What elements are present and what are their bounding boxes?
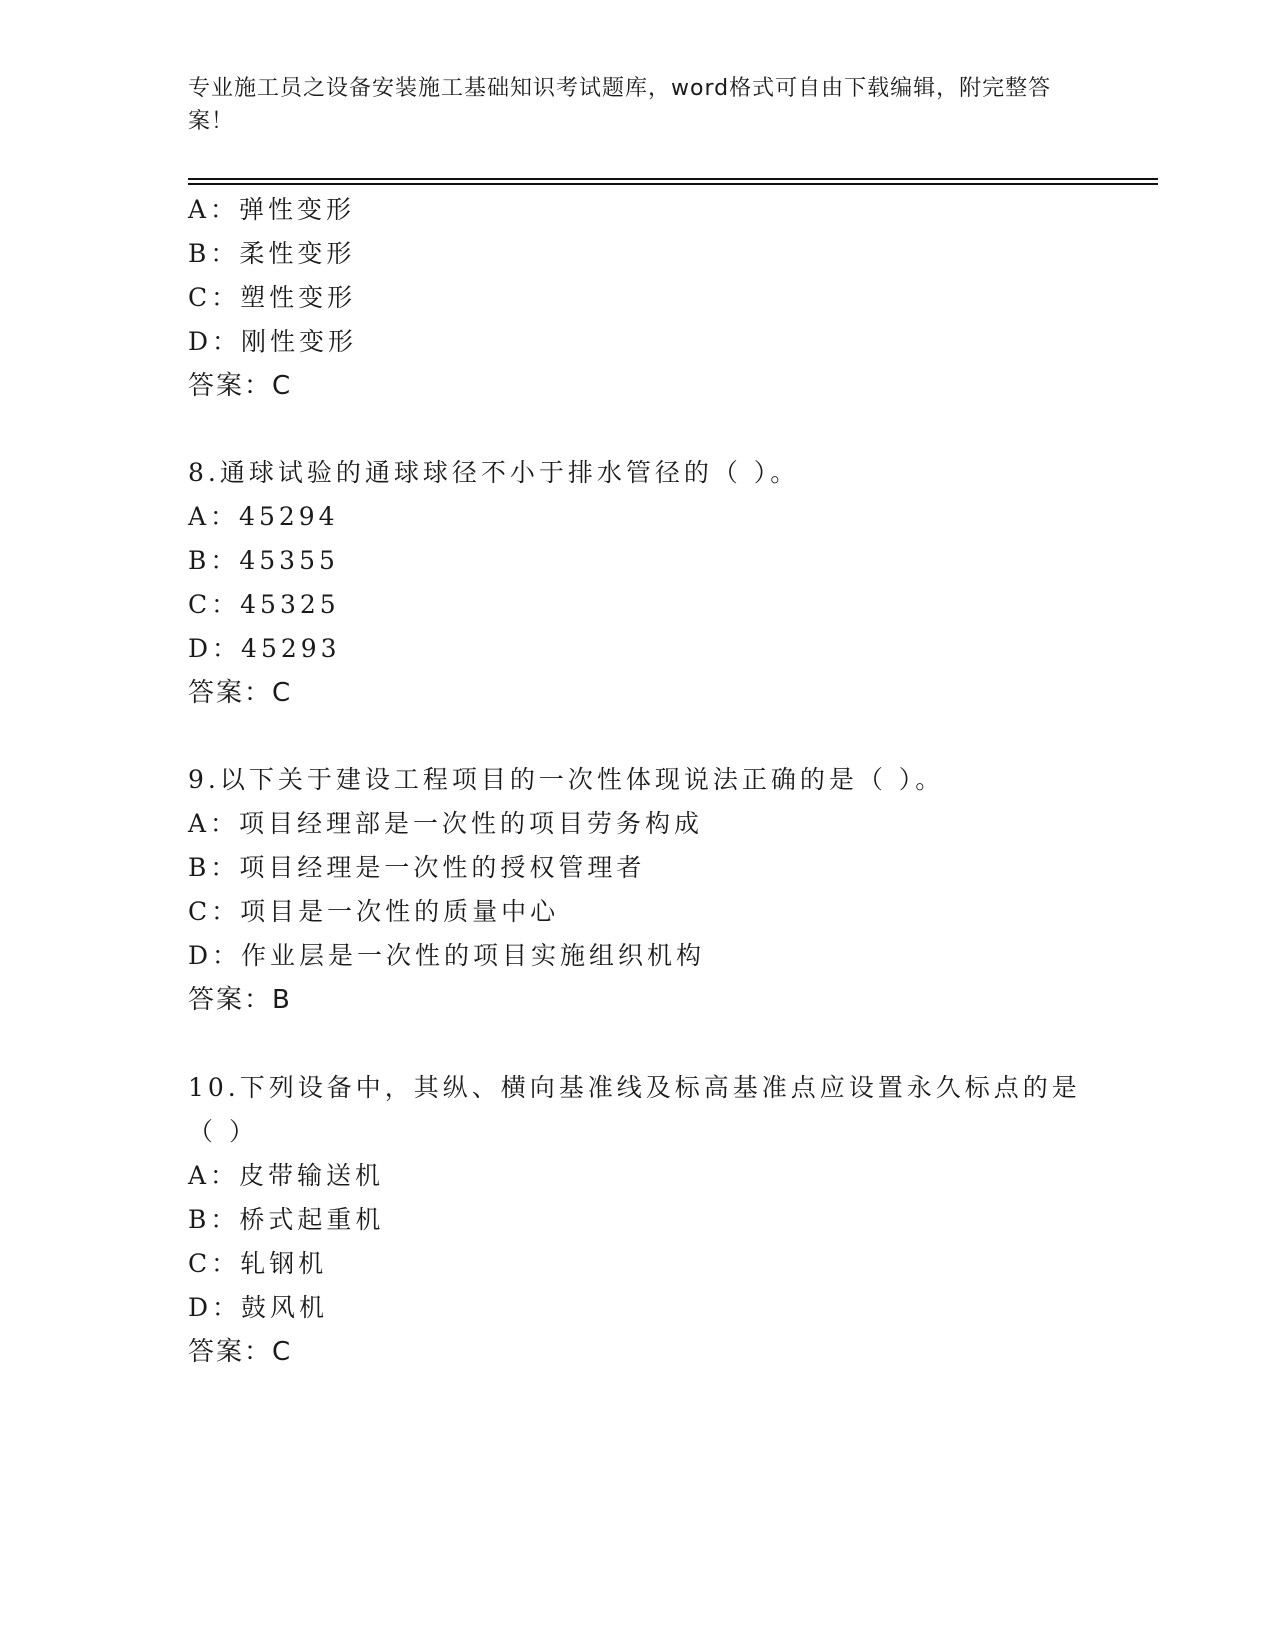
option-b: B：柔性变形 (188, 239, 356, 268)
option-a: A：弹性变形 (188, 195, 356, 224)
answer: 答案：C (188, 371, 293, 401)
answer: 答案：B (188, 985, 292, 1015)
document-header: 专业施工员之设备安装施工基础知识考试题库，word格式可自由下载编辑，附完整答案！ (188, 76, 1052, 134)
answer: 答案：C (188, 1337, 293, 1367)
question-text: 9.以下关于建设工程项目的一次性体现说法正确的是（ ）。 (188, 765, 945, 794)
option-a: A：项目经理部是一次性的项目劳务构成 (188, 809, 704, 838)
option-d: D：作业层是一次性的项目实施组织机构 (188, 941, 706, 970)
option-d: D：鼓风机 (188, 1293, 329, 1322)
header-divider-top (188, 178, 1158, 180)
option-d: D：刚性变形 (188, 327, 358, 356)
option-c: C：45325 (188, 590, 340, 619)
question-text: 10.下列设备中，其纵、横向基准线及标高基准点应设置永久标点的是 (188, 1073, 1081, 1102)
header-divider-bottom (188, 183, 1158, 185)
option-c: C：项目是一次性的质量中心 (188, 897, 560, 926)
option-b: B：45355 (188, 546, 339, 575)
question-text: 8.通球试验的通球球径不小于排水管径的（ ）。 (188, 458, 800, 487)
option-d: D：45293 (188, 634, 341, 663)
option-b: B：项目经理是一次性的授权管理者 (188, 853, 646, 882)
option-a: A：皮带输送机 (188, 1161, 385, 1190)
option-c: C：轧钢机 (188, 1249, 328, 1278)
question-text-continued: （ ） (188, 1117, 258, 1146)
option-a: A：45294 (188, 502, 339, 531)
answer: 答案：C (188, 678, 293, 708)
option-c: C：塑性变形 (188, 283, 357, 312)
option-b: B：桥式起重机 (188, 1205, 385, 1234)
